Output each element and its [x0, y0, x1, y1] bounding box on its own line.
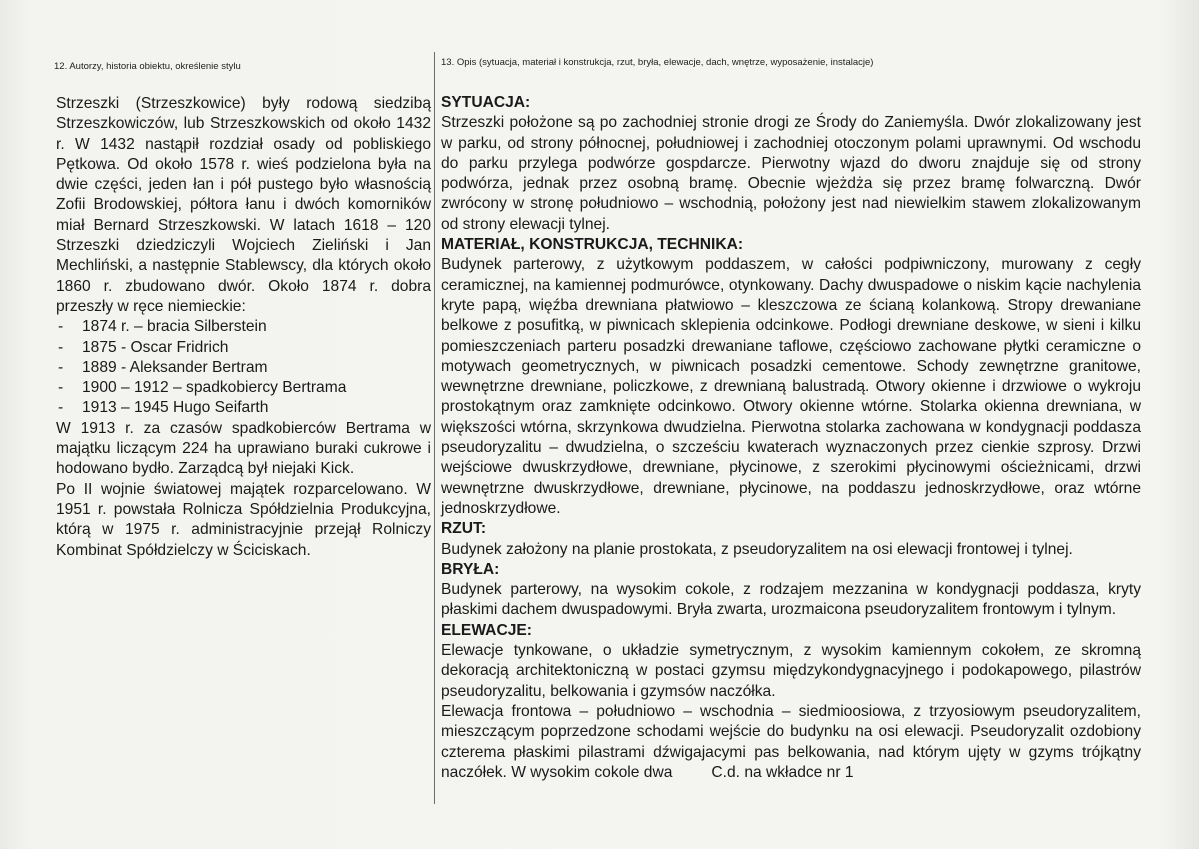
- elevations-text-2-body: Elewacja frontowa – południowo – wschodnia – siedmioosiowa, z trzyosiowym pseudoryzalitem, mieszczącym poprzedzone schodami wejście do budynku na osi elewacji. Pseudoryzalit ozdobiony czterema płaskimi pilastrami dźwigajacymi pas belkowania, nad którym ujęty w gzyms trójkątny naczółek. W wysokim cokole dwa: [441, 702, 1141, 781]
- section-12-header: 12. Autorzy, historia obiektu, określenie stylu: [54, 61, 241, 72]
- owner-text: 1874 r. – bracia Silberstein: [82, 318, 267, 336]
- plan-text: Budynek założony na planie prostokata, z pseudoryzalitem na osi elewacji frontowej i tylnej.: [441, 540, 1073, 558]
- situation-text: Strzeszki położone są po zachodniej stronie drogi ze Środy do Zaniemyśla. Dwór zlokalizowany jest w parku, od strony północnej, południowej i zachodniej otoczonym polami uprawnymi. Od wschodu do parku przylega podwórze gospdarcze. Pierwotny wjazd do dworu znajduje się od strony podwórza, jednak przez osobną bramę. Obecnie wjeżdża się przez bramę folwarczną. Dwór zwrócony w stronę południowo – wschodnią, położony jest nad niewielkim stawem zlokalizowanym od strony elewacji tylnej.: [441, 114, 1141, 233]
- history-column: [56, 94, 431, 561]
- owner-item: [56, 378, 431, 398]
- plan-heading: RZUT:: [441, 520, 487, 538]
- dash-bullet: -: [58, 338, 64, 356]
- owner-text: 1875 - Oscar Fridrich: [82, 338, 229, 356]
- dash-bullet: -: [58, 318, 64, 336]
- history-1913-paragraph: W 1913 r. za czasów spadkobierców Bertrama w majątku liczącym 224 ha uprawiano buraki cukrowe i hodowano bydło. Zarządcą był niejaki Kick.: [56, 419, 431, 478]
- mass-heading: BRYŁA:: [441, 560, 500, 578]
- owner-text: 1889 - Aleksander Bertram: [82, 358, 268, 376]
- owner-item: [56, 358, 431, 378]
- dash-bullet: -: [58, 399, 64, 417]
- mass-text: Budynek parterowy, na wysokim cokole, z rodzajem mezzanina w kondygnacji poddasza, kryty płaskimi dachem dwuspadowymi. Bryła zwarta, urozmaicona pseudoryzalitem frontowym i tylnym.: [441, 581, 1141, 619]
- owner-item: [56, 338, 431, 358]
- owner-text: 1900 – 1912 – spadkobiercy Bertrama: [82, 379, 347, 397]
- owners-list: [56, 317, 431, 418]
- owner-item: [56, 398, 431, 418]
- continuation-note: C.d. na wkładce nr 1: [711, 763, 854, 781]
- elevations-text-2: [441, 702, 1141, 783]
- owner-text: 1913 – 1945 Hugo Seifarth: [82, 399, 269, 417]
- owner-item: [56, 317, 431, 337]
- dash-bullet: -: [58, 379, 64, 397]
- dash-bullet: -: [58, 358, 64, 376]
- history-postwar-paragraph: Po II wojnie światowej majątek rozparcelowano. W 1951 r. powstała Rolnicza Spółdzielnia Produkcyjna, którą w 1975 r. administracyjnie przejął Rolniczy Kombinat Spółdzielczy w Ściciskach.: [56, 480, 431, 559]
- history-intro: Strzeszki (Strzeszkowice) były rodową siedzibą Strzeszkowiczów, lub Strzeszkowskich od około 1432 r. W 1432 nastąpił rozdział osady od pobliskiego Pętkowa. Od około 1578 r. wieś podzielona była na dwie części, jeden łan i pół pustego było własnością Zofii Brodowskiej, półtora łanu i dwóch komorników miał Bernard Strzeszkowski. W latach 1618 – 120 Strzeszki dziedziczyli Wojciech Zieliński i Jan Mechliński, a następnie Stablewscy, dla których około 1860 r. zbudowano dwór. Około 1874 r. dobra przeszły w ręce niemieckie:: [56, 95, 431, 315]
- elevations-text-1: Elewacje tynkowane, o układzie symetrycznym, z wysokim kamiennym cokołem, ze skromną dekoracją architektoniczną w postaci gzymsu międzykondygnacyjnego i podokapowego, pilastrów pseudoryzalitu, belkowania i gzymsów naczółka.: [441, 642, 1141, 700]
- column-divider: [434, 52, 435, 804]
- section-13-header: 13. Opis (sytuacja, materiał i konstrukcja, rzut, bryła, elewacje, dach, wnętrze, wyposażenie, instalacje): [441, 57, 874, 68]
- material-text: Budynek parterowy, z użytkowym poddaszem, w całości podpiwniczony, murowany z cegły ceramicznej, na kamiennej podmurówce, otynkowany. Dachy dwuspadowe o niskim kącie nachylenia kryte papą, więźba drewniana płatwiowo – kleszczowa ze ścianą kolankową. Stropy drewaniane belkowe z posufitką, w piwnicach sklepienia odcinkowe. Podłogi drewniane deskowe, w sieni i kilku pomieszczeniach parteru posadzki drewaniane taflowe, częściowo zachowane płytki ceramiczne o motywach geometrycznych, w piwnicach posadzki cementowe. Schody zewnętrzne granitowe, wewnętrzne drewniane, policzkowe, z drewnianą balustradą. Otwory okienne i drzwiowe o wykroju prostokątnym oraz zamknięte odcinkowo. Otwory okienne wtórne. Stolarka okienna drewniana, w większości wtórna, skrzynkowa dwudzielna. Pierwotna stolarka zachowana w kondygnacji poddasza pseudoryzalitu – dwudzielna, o szcześciu kwaterach wyznaczonych przez cienkie szprosy. Drzwi wejściowe dwuskrzydłowe, drewniane, płycinowe, z szerokimi płycinowymi ościeżnicami, drzwi wewnętrzne dwuskrzydłowe, drewniane, płycinowe, na poddaszu jednoskrzydłowe, oraz wtórne jednoskrzydłowe.: [441, 256, 1141, 517]
- elevations-heading: ELEWACJE:: [441, 621, 532, 639]
- description-column: [441, 93, 1141, 783]
- situation-heading: SYTUACJA:: [441, 94, 531, 111]
- material-heading: MATERIAŁ, KONSTRUKCJA, TECHNIKA:: [441, 236, 744, 254]
